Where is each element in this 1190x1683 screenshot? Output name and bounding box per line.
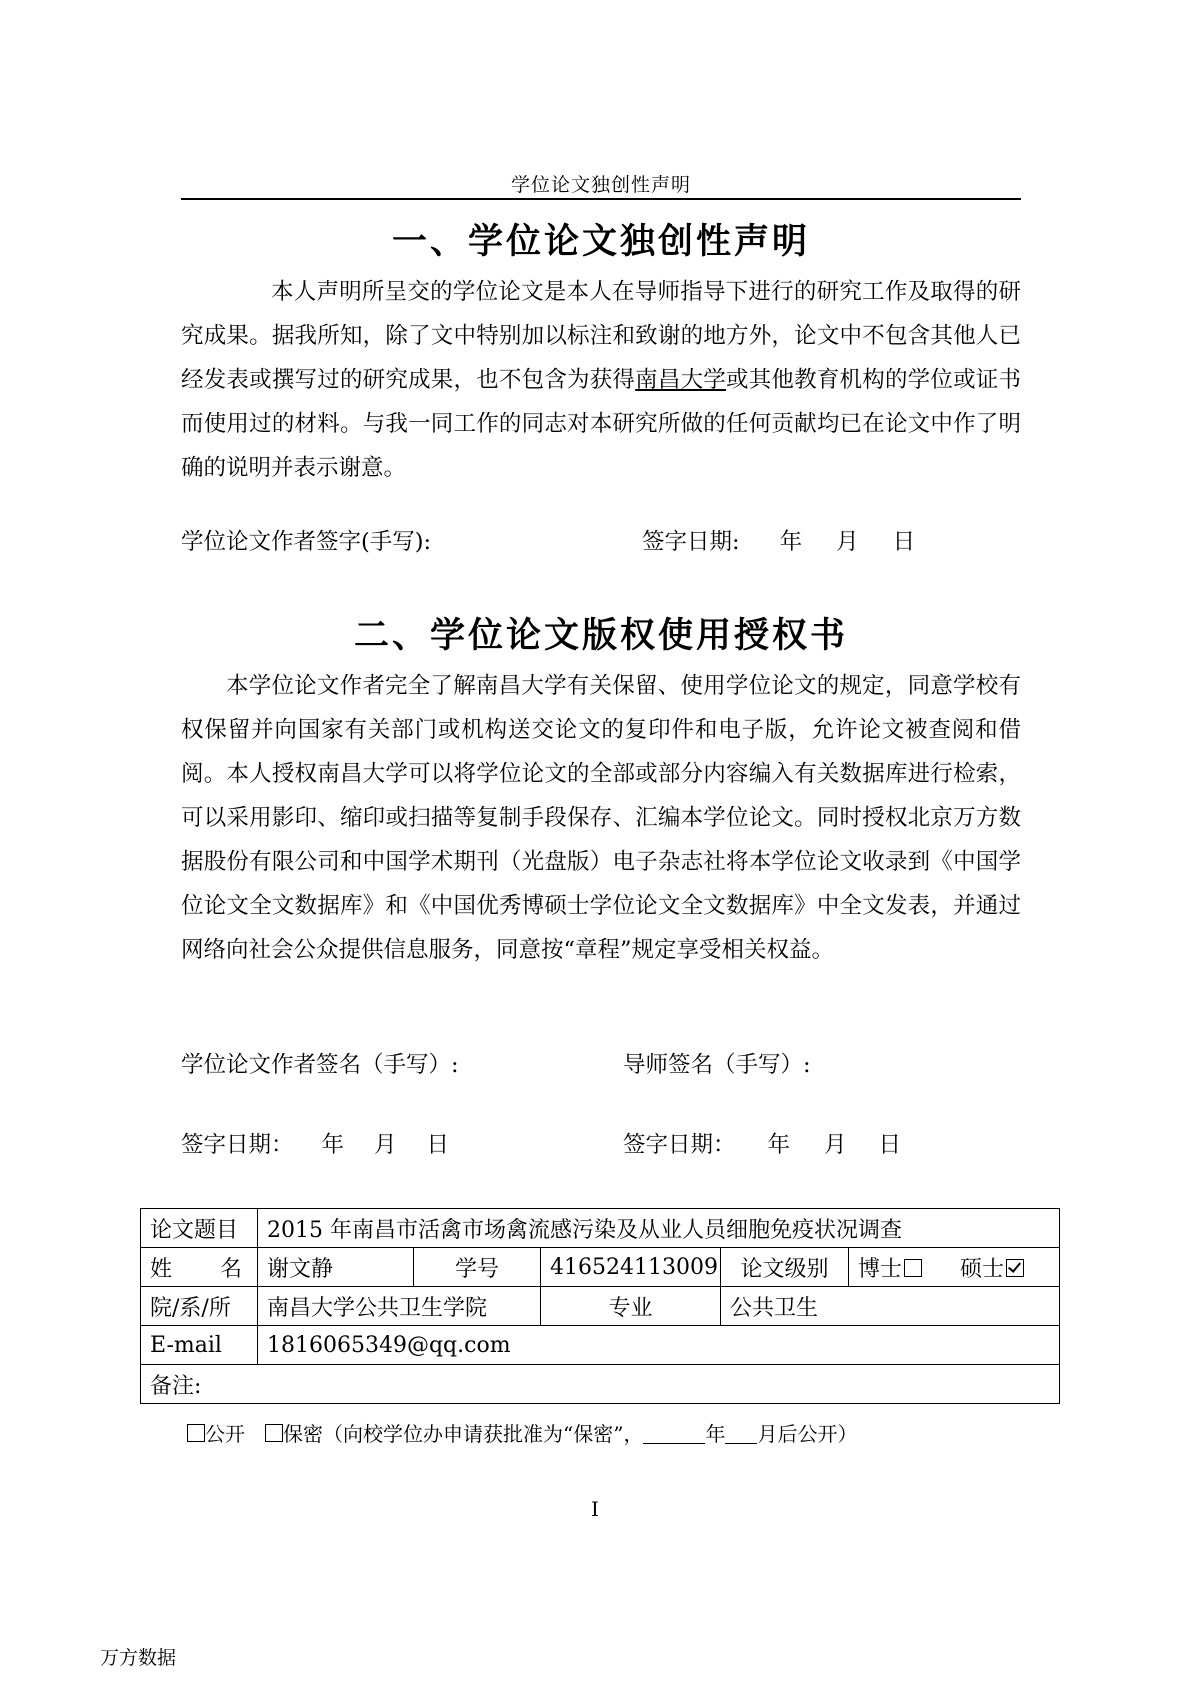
advisor-month-label: 月 — [824, 1132, 847, 1158]
originality-paragraph — [181, 270, 1021, 490]
running-header: 学位论文独创性声明 — [510, 174, 691, 196]
section-title-originality: 一、学位论文独创性声明 — [391, 222, 810, 262]
university-name-underlined: 南昌大学 — [635, 367, 726, 393]
email-value-cell: 1816065349@qq.com — [258, 1326, 1060, 1365]
month-blank — [725, 1423, 757, 1444]
advisor-day-label: 日 — [878, 1132, 902, 1158]
sign-date-line — [642, 524, 915, 556]
confidentiality-footnote — [185, 1418, 857, 1447]
major-label-cell: 专业 — [541, 1287, 721, 1326]
email-label-cell: E-mail — [141, 1326, 258, 1365]
secret-checkbox[interactable] — [265, 1424, 283, 1442]
secret-label: 保密（向校学位办申请获批准为“保密”， — [283, 1422, 644, 1446]
level-label-cell: 论文级别 — [721, 1248, 849, 1287]
title-label-cell: 论文题目 — [141, 1209, 258, 1248]
public-checkbox[interactable] — [187, 1424, 205, 1442]
student-id-value-cell: 416524113009 — [541, 1248, 721, 1287]
footnote-after-label: 月后公开） — [757, 1422, 858, 1446]
section-title-copyright: 二、学位论文版权使用授权书 — [353, 616, 848, 656]
name-value-cell: 谢文静 — [258, 1248, 414, 1287]
thesis-info-table — [140, 1208, 1060, 1404]
level-value-cell — [849, 1248, 1060, 1287]
year-label: 年 — [779, 529, 803, 555]
wanfang-watermark: 万方数据 — [100, 1647, 177, 1669]
name-label: 姓名 — [150, 1256, 242, 1282]
dept-label-cell: 院/系/所 — [141, 1287, 258, 1326]
table-row — [141, 1326, 1060, 1365]
author-month-label: 月 — [374, 1132, 397, 1158]
author-date-label: 签字日期： — [181, 1132, 294, 1158]
master-checkbox-checked[interactable] — [1006, 1259, 1024, 1277]
month-label: 月 — [836, 529, 859, 555]
advisor-year-label: 年 — [767, 1132, 791, 1158]
advisor-sign-label: 导师签名（手写）: — [623, 1052, 811, 1078]
thesis-info-table-wrap — [140, 1208, 1059, 1404]
table-row — [141, 1287, 1060, 1326]
author-date-line — [181, 1127, 449, 1159]
master-label: 硕士 — [960, 1256, 1005, 1282]
public-label: 公开 — [205, 1422, 245, 1446]
table-row — [141, 1365, 1060, 1404]
day-label: 日 — [892, 529, 916, 555]
copyright-paragraph: 本学位论文作者完全了解南昌大学有关保留、使用学位论文的规定，同意学校有权保留并向国家有关部门或机构送交论文的复印件和电子版，允许论文被查阅和借阅。本人授权南昌大学可以将学位论文的全部或部分内容编入有关数据库进行检索，可以采用影印、缩印或扫描等复制手段保存、汇编本学位论文。同时授权北京万方数据股份有限公司和中国学术期刊（光盘版）电子杂志社将本学位论文收录到《中国学位论文全文数据库》和《中国优秀博硕士学位论文全文数据库》中全文发表，并通过网络向社会公众提供信息服务，同意按“章程”规定享受相关权益。 — [181, 673, 1021, 963]
remarks-cell: 备注: — [141, 1365, 1060, 1404]
table-row — [141, 1209, 1060, 1248]
major-value-cell: 公共卫生 — [721, 1287, 1060, 1326]
doctor-label: 博士 — [858, 1256, 903, 1282]
year-blank — [643, 1423, 705, 1444]
table-row — [141, 1248, 1060, 1287]
sign-date-label: 签字日期: — [642, 529, 740, 555]
dept-value-cell: 南昌大学公共卫生学院 — [258, 1287, 541, 1326]
name-label-cell — [141, 1248, 258, 1287]
author-signature-label: 学位论文作者签字(手写): — [181, 529, 432, 555]
author-year-label: 年 — [321, 1132, 345, 1158]
doctor-checkbox[interactable] — [904, 1259, 922, 1277]
author-sign-label: 学位论文作者签名（手写）: — [181, 1052, 459, 1078]
advisor-date-line — [623, 1127, 901, 1159]
footnote-year-label: 年 — [705, 1422, 726, 1446]
header-rule — [181, 198, 1021, 200]
originality-text-2: 或其他教育机构的学位或证书而使用过的材料。与我一同工作的同志对本研究所做的任何贡献均已在论文中作了明确的说明并表示谢意。 — [181, 367, 1021, 481]
title-value-cell: 2015 年南昌市活禽市场禽流感污染及从业人员细胞免疫状况调查 — [258, 1209, 1060, 1248]
originality-text-1: 本人声明所呈交的学位论文是本人在导师指导下进行的研究工作及取得的研究成果。据我所知，除了文中特别加以标注和致谢的地方外，论文中不包含其他人已经发表或撰写过的研究成果，也不包含为获得 — [181, 279, 1021, 393]
student-id-label-cell: 学号 — [414, 1248, 541, 1287]
author-day-label: 日 — [426, 1132, 450, 1158]
advisor-date-label: 签字日期： — [623, 1132, 736, 1158]
page-number: I — [591, 1497, 599, 1521]
